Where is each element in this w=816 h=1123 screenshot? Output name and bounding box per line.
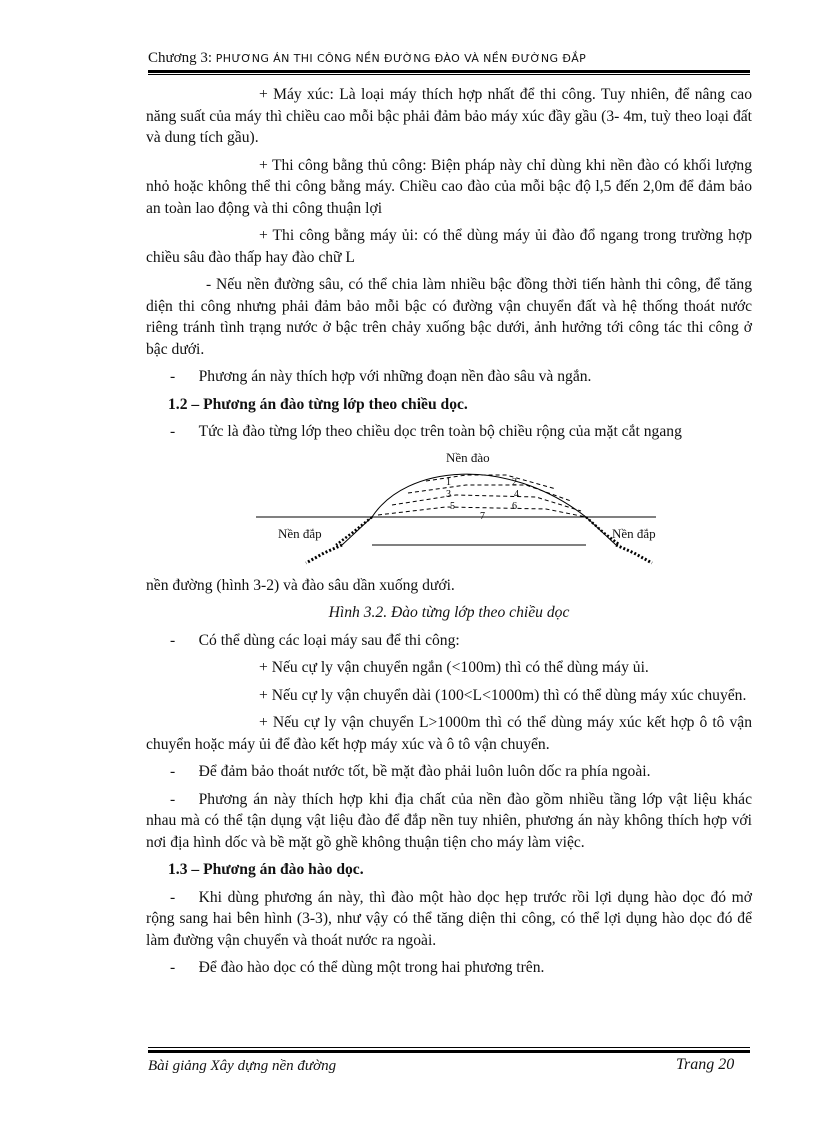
left-slope (342, 517, 372, 545)
bullet-paragraph (146, 366, 752, 388)
paragraph: + Thi công bằng thủ công: Biện pháp này chỉ dùng khi nền đào có khối lượng nhỏ hoặc không thể thi công bằng máy. Chiều cao đào của mỗi bậc độ l,5 đến 2,0m để đảm bảo an toàn lao động và thi công thuận lợi (146, 156, 752, 217)
bullet-paragraph (146, 761, 752, 783)
section-heading-1-2: 1.2 – Phương án đào từng lớp theo chiều dọc. (168, 395, 468, 413)
header-title: PHƯƠNG ÁN THI CÔNG NỀN ĐƯỜNG ĐÀO VÀ NỀN ĐƯỜNG ĐẮP (215, 52, 587, 65)
layer-line-3 (392, 495, 581, 511)
label-cut: Nền đào (446, 449, 490, 465)
paragraph: + Thi công bằng máy ủi: có thể dùng máy ủi đào đổ ngang trong trường hợp chiều sâu đào thấp hay đào chữ L (146, 227, 752, 266)
bullet-paragraph (146, 957, 752, 979)
paragraph: + Nếu cự ly vận chuyển dài (100<L<1000m) thì có thể dùng máy xúc chuyển. (259, 686, 747, 704)
page-body (146, 84, 752, 979)
bullet-dash: - (170, 423, 176, 440)
bullet-paragraph (146, 630, 752, 652)
footer-title: Bài giảng Xây dựng nền đường (148, 1058, 337, 1074)
layer-number: 1 (446, 476, 451, 488)
label-fill-left: Nền đắp (278, 525, 322, 541)
bullet-dash: - (170, 631, 176, 649)
bullet-dash: - (170, 368, 176, 385)
left-fill-hatch (306, 545, 342, 563)
figure-caption: Hình 3.2. Đào từng lớp theo chiều dọc (328, 604, 570, 621)
page-number: Trang 20 (676, 1056, 735, 1073)
header-chapter: Chương 3: (148, 50, 212, 66)
bullet-dash: - (170, 888, 176, 906)
layer-number: 7 (480, 510, 485, 522)
layer-number: 3 (446, 488, 451, 500)
footer-rule-thin (148, 1047, 750, 1048)
left-fill-hatch-2 (336, 517, 372, 545)
layer-number: 6 (512, 500, 517, 512)
page-header (148, 50, 750, 67)
paragraph: - Nếu nền đường sâu, có thể chia làm nhiều bậc đồng thời tiến hành thi công, để tăng diện thi công nhưng phải đảm bảo mỗi bậc có đường vận chuyển đất và hệ thống thoát nước riêng tránh tình trạng nước ở bậc trên chảy xuống bậc dưới, ảnh hưởng tới công tác thi công ở bậc dưới. (146, 276, 752, 358)
paragraph: + Nếu cự ly vận chuyển ngắn (<100m) thì có thể dùng máy ủi. (259, 659, 649, 676)
section-heading-1-3: 1.3 – Phương án đào hào dọc. (168, 861, 364, 878)
bullet-text: Có thể dùng các loại máy sau để thi công: (198, 631, 460, 649)
bullet-text: Phương án này thích hợp với những đoạn nền đào sâu và ngắn. (198, 368, 592, 385)
bullet-paragraph (146, 789, 752, 854)
header-rule-thin (148, 74, 750, 75)
bullet-text: Để đào hào dọc có thể dùng một trong hai phương trên. (198, 959, 545, 976)
layer-number: 5 (450, 500, 455, 512)
layer-number: 2 (512, 476, 517, 488)
bullet-paragraph (146, 421, 752, 443)
paragraph: + Nếu cự ly vận chuyển L>1000m thì có thể dùng máy xúc kết hợp ô tô vận chuyển hoặc máy ủi để đào kết hợp máy xúc và ô tô vận chuyển. (146, 714, 752, 753)
paragraph: + Máy xúc: Là loại máy thích hợp nhất để thi công. Tuy nhiên, để nâng cao năng suất của máy thì chiều cao mỗi bậc phải đảm bảo máy xúc đầy gầu (3- 4m, tuỳ theo loại đất và dung tích gầu). (146, 86, 752, 146)
bullet-text: Để đảm bảo thoát nước tốt, bề mặt đào phải luôn luôn dốc ra phía ngoài. (198, 763, 651, 780)
bullet-paragraph (146, 887, 752, 952)
bullet-dash: - (170, 790, 176, 808)
right-fill-hatch (616, 545, 652, 563)
label-fill-right: Nền đắp (612, 525, 656, 541)
bullet-dash: - (170, 959, 176, 976)
bullet-text: Phương án này thích hợp khi địa chất của nền đào gồm nhiều tầng lớp vật liệu khác nhau mà có thể tận dụng vật liệu đào để đắp nền tuy nhiên, phương án này không thích hợp với nơi địa hình dốc và bề mặt gồ ghề không thuận tiện cho máy làm việc. (146, 790, 752, 851)
bullet-text: Tức là đào từng lớp theo chiều dọc trên toàn bộ chiều rộng của mặt cắt ngang (198, 423, 682, 440)
bullet-dash: - (170, 763, 176, 780)
figure-3-2 (146, 445, 752, 575)
layer-number: 4 (514, 488, 519, 500)
bullet-text: Khi dùng phương án này, thì đào một hào dọc hẹp trước rồi lợi dụng hào dọc đó mở rộng sang hai bên hình (3-3), như vậy có thể tăng diện thi công, có thể lợi dụng hào dọc đó để làm đường vận chuyển và thoát nước ra ngoài. (146, 888, 752, 949)
header-rule (148, 70, 750, 73)
footer-rule (148, 1050, 750, 1053)
paragraph: nền đường (hình 3-2) và đào sâu dần xuống dưới. (146, 576, 455, 594)
